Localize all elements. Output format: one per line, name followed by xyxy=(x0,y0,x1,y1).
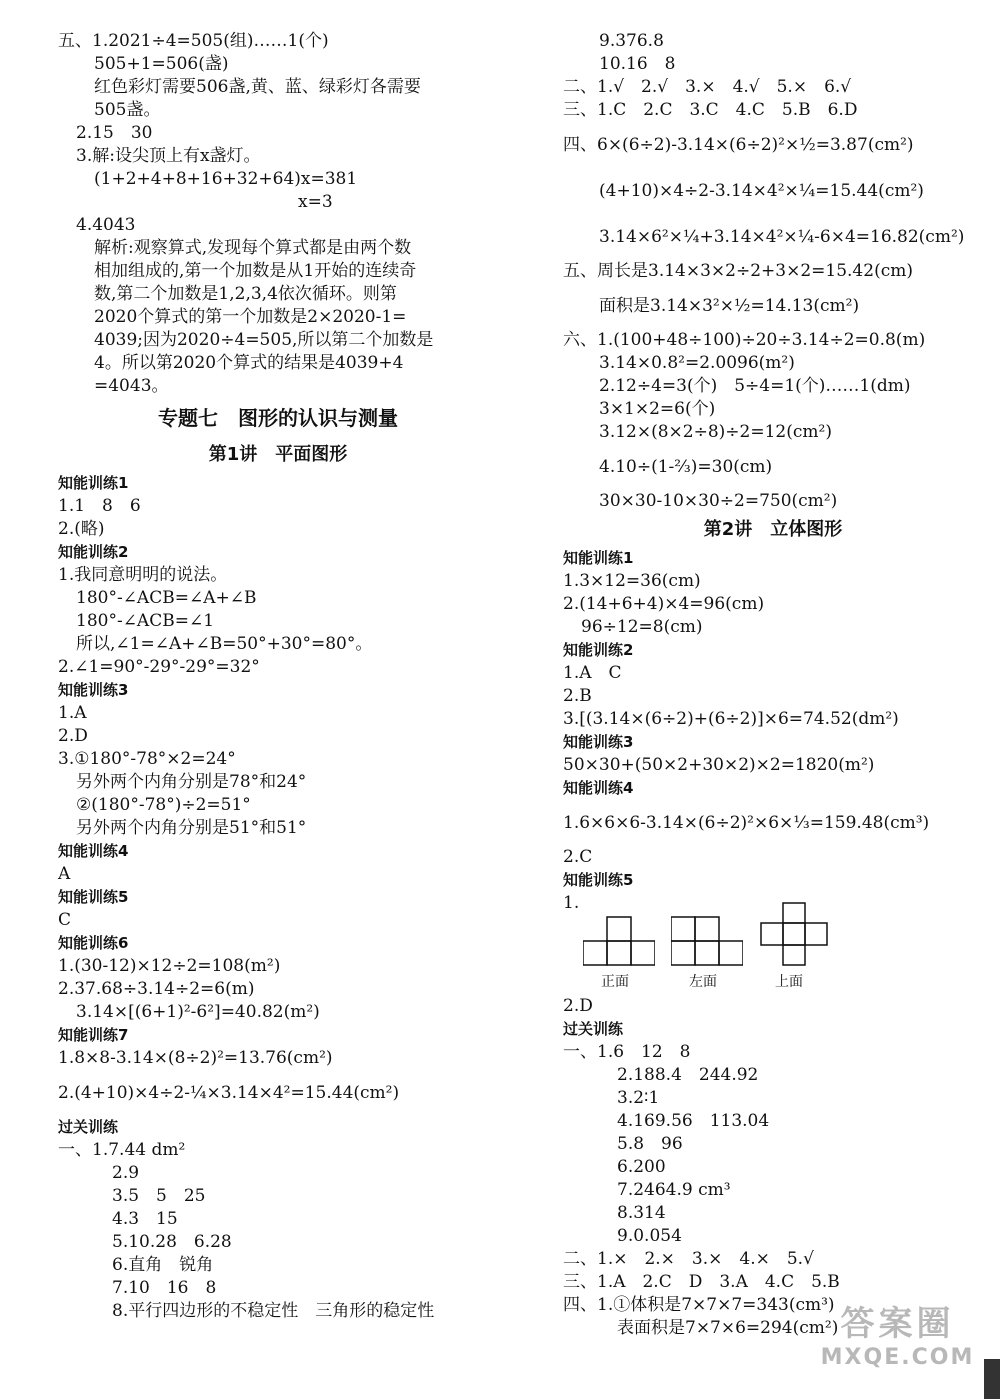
answer-line: (1+2+4+8+16+32+64)x=381 xyxy=(94,169,358,189)
left-view-grid xyxy=(671,915,743,967)
answer-line: 1.(30-12)×12÷2=108(m²) xyxy=(58,956,281,976)
left-view-label: 左面 xyxy=(689,974,717,990)
site-watermark xyxy=(805,1296,990,1391)
section-heading: 知能训练1 xyxy=(58,474,129,492)
answer-line: 二、1.√ 2.√ 3.× 4.√ 5.× 6.√ xyxy=(563,77,852,97)
section-heading: 第2讲 立体图形 xyxy=(703,519,843,540)
answer-line: 2.(14+6+4)×4=96(cm) xyxy=(563,594,765,614)
answer-line: 2.B xyxy=(563,686,592,706)
section-heading: 知能训练5 xyxy=(563,871,634,889)
section-heading: 知能训练2 xyxy=(563,641,634,659)
answer-line: 一、1.7.44 dm² xyxy=(58,1140,186,1160)
answer-line: A xyxy=(58,864,71,884)
answer-line: 三、1.C 2.C 3.C 4.C 5.B 6.D xyxy=(563,100,858,120)
answer-line: 9.0.054 xyxy=(617,1226,682,1246)
answer-line: C xyxy=(58,910,72,930)
answer-line: 505+1=506(盏) xyxy=(94,54,229,74)
answer-line: 3.2∶1 xyxy=(617,1088,660,1108)
answer-line: 2.15 30 xyxy=(76,123,153,143)
answer-line: 五、周长是3.14×3×2÷2+3×2=15.42(cm) xyxy=(563,261,913,281)
answer-line: 一、1.6 12 8 xyxy=(563,1042,691,1062)
answer-line: 2.D xyxy=(563,996,593,1016)
answer-line: 30×30-10×30÷2=750(cm²) xyxy=(599,491,838,511)
answer-line: 2.37.68÷3.14÷2=6(m) xyxy=(58,979,255,999)
answer-line: 另外两个内角分别是51°和51° xyxy=(76,818,307,838)
section-heading: 过关训练 xyxy=(58,1118,119,1136)
right-column-top xyxy=(563,30,983,915)
answer-line: 相加组成的,第一个加数是从1开始的连续奇 xyxy=(94,261,417,281)
section-heading: 知能训练1 xyxy=(563,549,634,567)
watermark-url: MXQE.COM xyxy=(820,1345,975,1370)
answer-line: 8.平行四边形的不稳定性 三角形的稳定性 xyxy=(112,1301,435,1321)
answer-line: 7.2464.9 cm³ xyxy=(617,1180,731,1200)
answer-line: 2.188.4 244.92 xyxy=(617,1065,759,1085)
left-view-figure xyxy=(671,915,743,990)
answer-line: 4.169.56 113.04 xyxy=(617,1111,770,1131)
section-heading: 知能训练5 xyxy=(58,888,129,906)
right-column xyxy=(563,30,983,1340)
answer-line: 96÷12=8(cm) xyxy=(581,617,703,637)
section-heading: 知能训练2 xyxy=(58,543,129,561)
answer-line: 2.(4+10)×4÷2-¼×3.14×4²=15.44(cm²) xyxy=(58,1083,400,1103)
answer-line: 4.3 15 xyxy=(112,1209,178,1229)
answer-line: 1.3×12=36(cm) xyxy=(563,571,701,591)
answer-line: 2.C xyxy=(563,847,593,867)
answer-line: 3.[(3.14×(6÷2)+(6÷2)]×6=74.52(dm²) xyxy=(563,709,899,729)
answer-line: 505盏。 xyxy=(94,100,161,120)
answer-line: 五、1.2021÷4=505(组)……1(个) xyxy=(58,31,329,51)
section-heading: 知能训练4 xyxy=(58,842,129,860)
answer-line: 7.10 16 8 xyxy=(112,1278,217,1298)
answer-line: 表面积是7×7×6=294(cm²) xyxy=(617,1318,839,1338)
answer-line: 2.(略) xyxy=(58,519,105,539)
answer-line: 二、1.× 2.× 3.× 4.× 5.√ xyxy=(563,1249,814,1269)
answer-line: 4.10÷(1-⅔)=30(cm) xyxy=(599,457,773,477)
answer-line: 5.8 96 xyxy=(617,1134,683,1154)
answer-line: =4043。 xyxy=(94,376,169,396)
answer-line: 1. xyxy=(563,893,580,913)
answer-line: 10.16 8 xyxy=(599,54,676,74)
section-heading: 知能训练6 xyxy=(58,934,129,952)
answer-line: 另外两个内角分别是78°和24° xyxy=(76,772,307,792)
section-heading: 第1讲 平面图形 xyxy=(208,444,348,465)
three-views-figure xyxy=(583,915,983,995)
section-heading: 知能训练4 xyxy=(563,779,634,797)
page-edge-mark xyxy=(984,1359,1000,1399)
answer-line: 6.直角 锐角 xyxy=(112,1255,214,1275)
answer-line: 4039;因为2020÷4=505,所以第二个加数是 xyxy=(94,330,434,350)
section-heading: 专题七 图形的认识与测量 xyxy=(158,406,398,430)
answer-line: 180°-∠ACB=∠1 xyxy=(76,611,215,631)
front-view-grid xyxy=(583,915,655,967)
answer-line: 2020个算式的第一个加数是2×2020-1= xyxy=(94,307,407,327)
answer-line: 1.A C xyxy=(563,663,622,683)
answer-line: 1.我同意明明的说法。 xyxy=(58,565,228,585)
answer-line: 解析:观察算式,发现每个算式都是由两个数 xyxy=(94,238,412,258)
section-heading: 过关训练 xyxy=(563,1020,624,1038)
answer-line: (4+10)×4÷2-3.14×4²×¼=15.44(cm²) xyxy=(599,181,924,201)
answer-line: 1.A xyxy=(58,703,87,723)
answer-line: 1.1 8 6 xyxy=(58,496,141,516)
answer-line: 六、1.(100+48÷100)÷20÷3.14÷2=0.8(m) xyxy=(563,330,926,350)
answer-line: 1.6×6×6-3.14×(6÷2)²×6×⅓=159.48(cm³) xyxy=(563,813,930,833)
answer-line: 180°-∠ACB=∠A+∠B xyxy=(76,588,257,608)
top-view-grid xyxy=(759,901,831,967)
answer-line: 3×1×2=6(个) xyxy=(599,399,716,419)
answer-line: 2.∠1=90°-29°-29°=32° xyxy=(58,657,260,677)
answer-line: 2.12÷4=3(个) 5÷4=1(个)……1(dm) xyxy=(599,376,911,396)
answer-line: 5.10.28 6.28 xyxy=(112,1232,232,1252)
left-column xyxy=(58,30,498,1323)
answer-line: 4。所以第2020个算式的结果是4039+4 xyxy=(94,353,404,373)
answer-line: 3.14×6²×¼+3.14×4²×¼-6×4=16.82(cm²) xyxy=(599,227,965,247)
answer-line: 红色彩灯需要506盏,黄、蓝、绿彩灯各需要 xyxy=(94,77,421,97)
answer-line: 所以,∠1=∠A+∠B=50°+30°=80°。 xyxy=(76,634,373,654)
section-heading: 知能训练3 xyxy=(58,681,129,699)
answer-line: 三、1.A 2.C D 3.A 4.C 5.B xyxy=(563,1272,840,1292)
answer-line: 3.5 5 25 xyxy=(112,1186,206,1206)
answer-line: 数,第二个加数是1,2,3,4依次循环。则第 xyxy=(94,284,397,304)
top-view-figure xyxy=(759,901,831,990)
answer-line: 1.8×8-3.14×(8÷2)²=13.76(cm²) xyxy=(58,1048,333,1068)
answer-line: 面积是3.14×3²×½=14.13(cm²) xyxy=(599,296,860,316)
right-column-bottom xyxy=(563,995,983,1340)
front-view-figure xyxy=(583,915,655,990)
answer-line: 四、6×(6÷2)-3.14×(6÷2)²×½=3.87(cm²) xyxy=(563,135,914,155)
answer-line: 6.200 xyxy=(617,1157,666,1177)
answer-line: ②(180°-78°)÷2=51° xyxy=(76,795,251,815)
answer-line: 3.12×(8×2÷8)÷2=12(cm²) xyxy=(599,422,832,442)
answer-line: 2.D xyxy=(58,726,88,746)
answer-line: x=3 xyxy=(298,192,333,212)
answer-line: 8.314 xyxy=(617,1203,666,1223)
answer-line: 9.376.8 xyxy=(599,31,664,51)
answer-line: 3.14×0.8²=2.0096(m²) xyxy=(599,353,795,373)
top-view-label: 上面 xyxy=(775,974,803,990)
answer-line: 3.14×[(6+1)²-6²]=40.82(m²) xyxy=(76,1002,320,1022)
front-view-label: 正面 xyxy=(601,974,629,990)
answer-line: 50×30+(50×2+30×2)×2=1820(m²) xyxy=(563,755,875,775)
section-heading: 知能训练3 xyxy=(563,733,634,751)
answer-line: 3.解:设尖顶上有x盏灯。 xyxy=(76,146,261,166)
watermark-title: 答案圈 xyxy=(840,1304,955,1344)
answer-line: 四、1.①体积是7×7×7=343(cm³) xyxy=(563,1295,835,1315)
section-heading: 知能训练7 xyxy=(58,1026,129,1044)
answer-line: 3.①180°-78°×2=24° xyxy=(58,749,236,769)
answer-line: 4.4043 xyxy=(76,215,136,235)
answer-line: 2.9 xyxy=(112,1163,140,1183)
